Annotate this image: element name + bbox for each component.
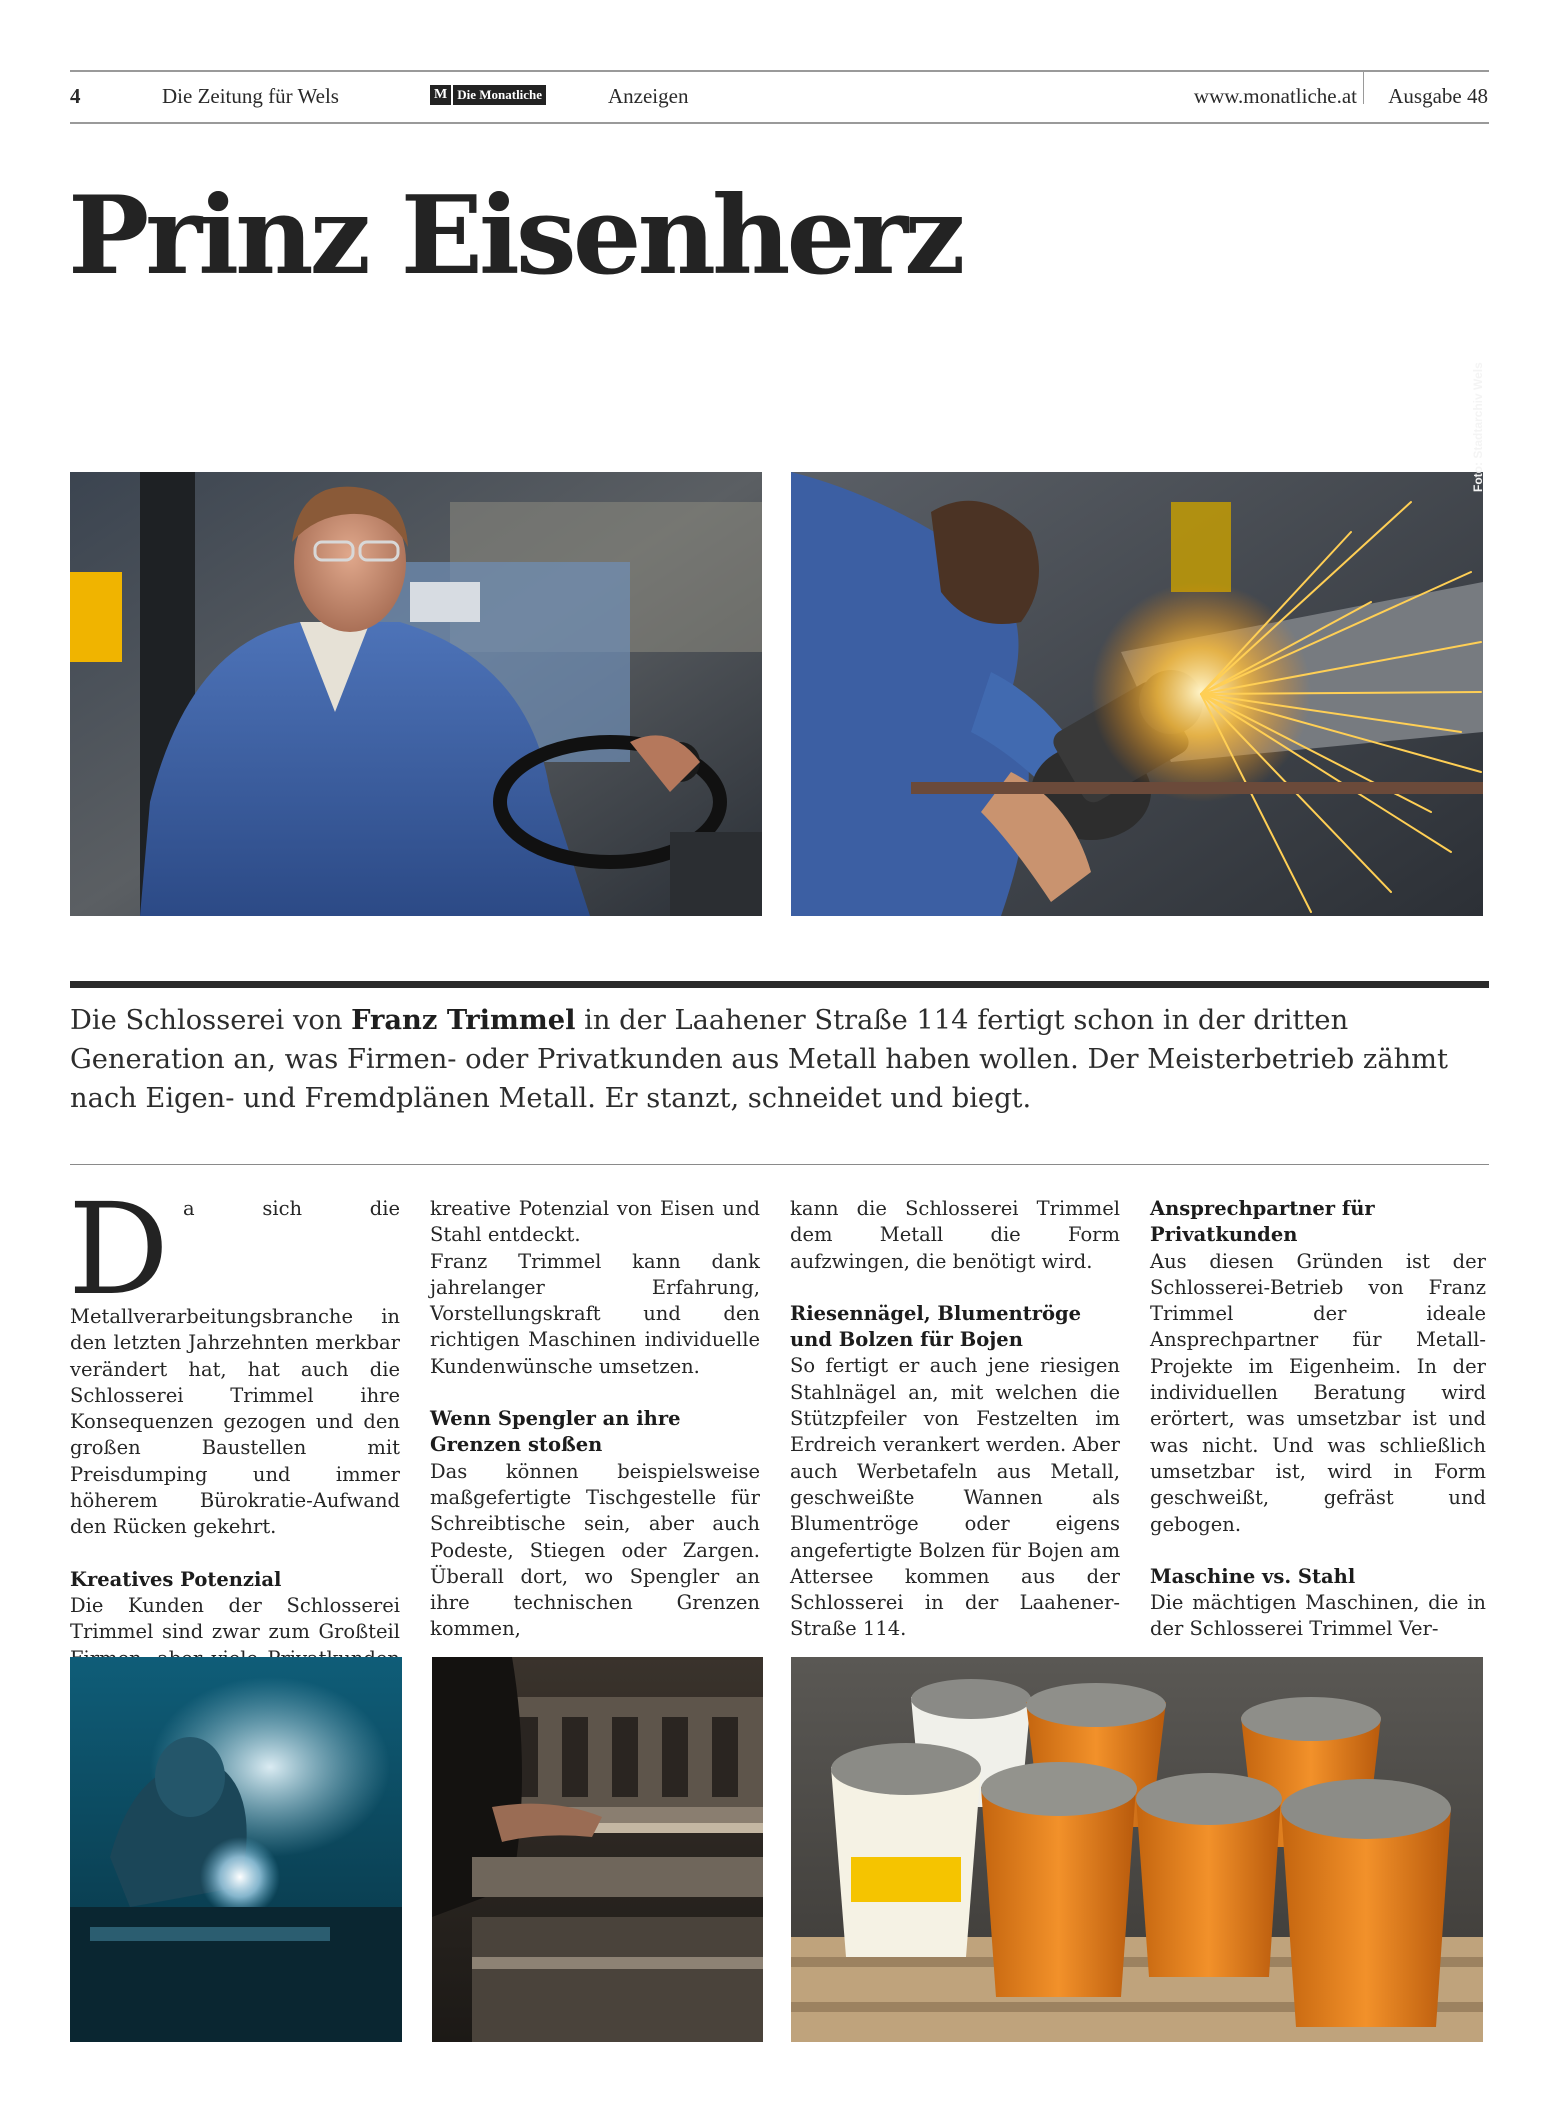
subheading-kreativ: Kreatives Potenzial xyxy=(70,1567,282,1591)
lead-bottom-rule xyxy=(70,1164,1489,1165)
logo-mark: M xyxy=(430,85,451,105)
lead-paragraph xyxy=(70,1001,1489,1118)
subheading-ansprechpartner: Ansprechpartner für Privatkunden xyxy=(1150,1197,1375,1247)
paragraph-maschine: Die mächtigen Maschinen, die in der Schlosserei Trimmel Ver- xyxy=(1150,1591,1486,1641)
buckets-photo xyxy=(791,1657,1483,2042)
paragraph-erfahrung: Franz Trimmel kann dank jahrelanger Erfahrung, Vorstellungskraft und den richtigen Maschinen individuelle Kundenwünsche umsetzen. xyxy=(430,1249,760,1378)
header-top-rule xyxy=(70,70,1489,72)
lead-top-rule xyxy=(70,981,1489,988)
paragraph-naegel: So fertigt er auch jene riesigen Stahlnägel an, mit welchen die Stützpfeiler von Festzelten im Erdreich verankert werden. Aber auch Werbetafeln aus Metall, geschweißte Wannen als Blumentröge oder eigens angefertigte Bolzen für Bojen am Attersee kommen aus der Schlosserei in der Laahener-Straße 114. xyxy=(790,1354,1120,1641)
logo-name: Die Monatliche xyxy=(453,85,546,105)
portrait-photo xyxy=(70,472,762,916)
header-bottom-rule xyxy=(70,122,1489,124)
issue-number: Ausgabe 48 xyxy=(1388,84,1488,108)
paragraph-intro: a sich die Metallverarbeitungsbranche in den letzten Jahrzehnten merkbar verändert hat, hat auch die Schlosserei Trimmel ihre Konsequenzen gezogen und den großen Baustellen mit Preisdumping und immer höherem Bürokratie-Aufwand den Rücken gekehrt. xyxy=(70,1197,400,1539)
paragraph-kunden: Die Kunden der Schlosserei Trimmel sind zwar zum Großteil xyxy=(70,1593,400,1644)
lead-person-name: Franz Trimmel xyxy=(351,1004,576,1036)
lead-text-start: Die Schlosserei von xyxy=(70,1005,352,1036)
newspaper-slogan: Die Zeitung für Wels xyxy=(162,84,339,108)
article-column-4 xyxy=(1150,1196,1486,1643)
press-brake-photo xyxy=(432,1657,763,2042)
article-column-1 xyxy=(68,1176,400,1698)
article-column-3 xyxy=(790,1196,1120,1643)
subheading-maschine: Maschine vs. Stahl xyxy=(1150,1564,1356,1588)
paragraph-ansprechpartner: Aus diesen Gründen ist der Schlosserei-Betrieb von Franz Trimmel der ideale Ansprechpartner für Metall-Projekte im Eigenheim. In der individuellen Beratung wird erörtert, was umsetzbar ist und was nicht. Und was schließlich umsetzbar ist, wird in Form geschweißt, gefräst und gebogen. xyxy=(1150,1249,1486,1536)
header-divider xyxy=(1363,70,1364,104)
grinding-photo xyxy=(791,472,1483,916)
drop-cap: D xyxy=(68,1176,170,1323)
photo-credit: Foto: Stadtarchiv Wels xyxy=(1471,362,1485,492)
article-title: Prinz Eisenherz xyxy=(68,173,962,299)
lead-text-end: in der Laahener Straße 114 fertigt schon in der dritten Generation an, was Firmen- oder Privatkunden aus Metall haben wollen. Der Meisterbetrieb zähmt nach Eigen- und Fremdplänen Metall. Er stanzt, schneidet und biegt. xyxy=(70,1005,1449,1114)
paragraph-tischgestelle-cont: kann die Schlosserei Trimmel dem Metall die Form aufzwingen, die benötigt wird. xyxy=(790,1197,1120,1273)
article-column-2 xyxy=(430,1196,760,1643)
paragraph-tischgestelle: Das können beispielsweise maßgefertigte Tischgestelle für Schreibtische sein, aber auch Podeste, Stiegen oder Zargen. Überall dort, wo Spengler an ihre technischen Grenzen kommen, xyxy=(430,1459,760,1641)
website-link[interactable]: www.monatliche.at xyxy=(1193,84,1357,108)
subheading-spengler: Wenn Spengler an ihre Grenzen stoßen xyxy=(430,1407,681,1457)
newspaper-logo[interactable] xyxy=(430,84,546,106)
page-number: 4 xyxy=(70,84,81,108)
welding-photo xyxy=(70,1657,402,2042)
section-label: Anzeigen xyxy=(608,84,689,108)
paragraph-kunden-cont: kreative Potenzial von Eisen und Stahl entdeckt. xyxy=(430,1197,760,1247)
subheading-naegel: Riesennägel, Blumentröge und Bolzen für Bojen xyxy=(790,1301,1082,1352)
